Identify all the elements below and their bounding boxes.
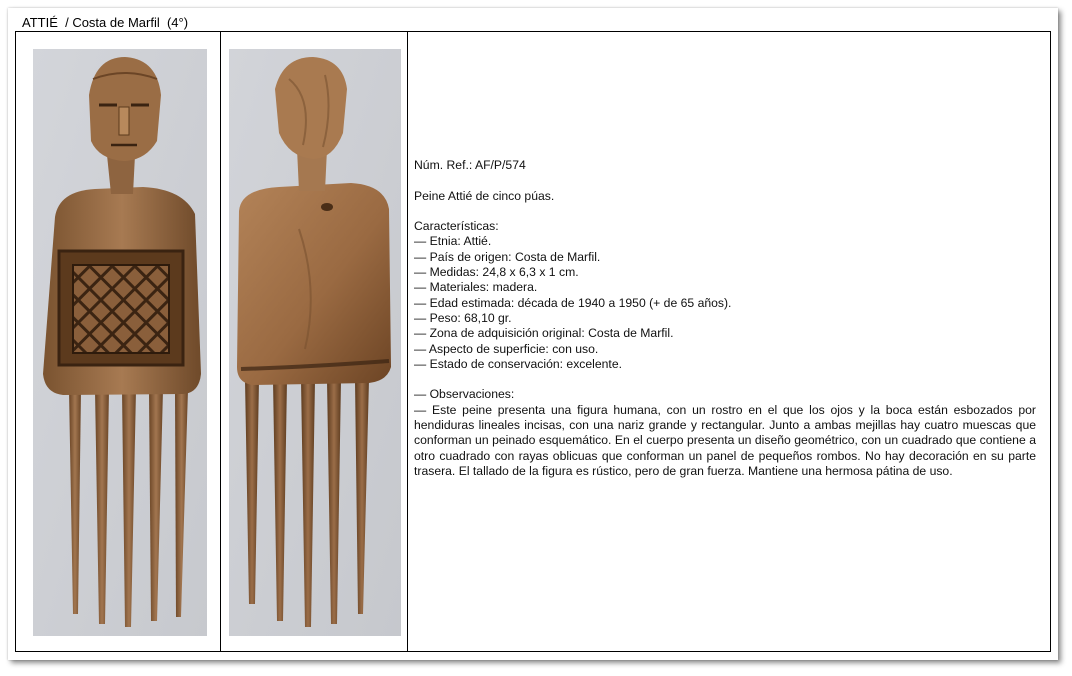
feature-item: — País de origen: Costa de Marfil. <box>414 249 601 264</box>
photo-front <box>33 49 207 636</box>
feature-item: — Peso: 68,10 gr. <box>414 310 512 325</box>
photo-back <box>229 49 401 636</box>
features-heading: Características: <box>414 219 499 234</box>
column-divider <box>220 32 221 651</box>
reference-number: Núm. Ref.: AF/P/574 <box>414 158 526 172</box>
feature-item: — Medidas: 24,8 x 6,3 x 1 cm. <box>414 265 579 280</box>
feature-item: — Aspecto de superficie: con uso. <box>414 341 599 356</box>
feature-item: — Zona de adquisición original: Costa de Marfil. <box>414 326 674 341</box>
object-name: Peine Attié de cinco púas. <box>414 188 555 203</box>
column-divider <box>407 32 408 651</box>
feature-item: — Materiales: madera. <box>414 280 538 295</box>
feature-item: — Etnia: Attié. <box>414 234 492 249</box>
observations-heading: — Observaciones: <box>414 387 515 402</box>
page-title: ATTIÉ / Costa de Marfil (4°) <box>22 15 189 30</box>
description-panel <box>414 158 1036 479</box>
feature-item: — Estado de conservación: excelente. <box>414 356 622 371</box>
observations-text: — Este peine presenta una figura humana, con un rostro en el que los ojos y la boca están esbozados por hendiduras lineales incisas, con una nariz grande y rectangular. Junto a ambas mejillas hay cuatro muescas que conforman un peinado esquemático. En el cuerpo presenta un diseño geométrico, con un cuadrado que contiene a otro cuadrado con rayas oblicuas que conforman un panel de pequeños rombos. No hay decoración en su parte trasera. El tallado de la figura es rústico, pero de gran fuerza. Mantiene una hermosa pátina de uso. <box>414 402 1036 478</box>
feature-item: — Edad estimada: década de 1940 a 1950 (+ de 65 años). <box>414 295 732 310</box>
document-sheet <box>8 8 1058 660</box>
